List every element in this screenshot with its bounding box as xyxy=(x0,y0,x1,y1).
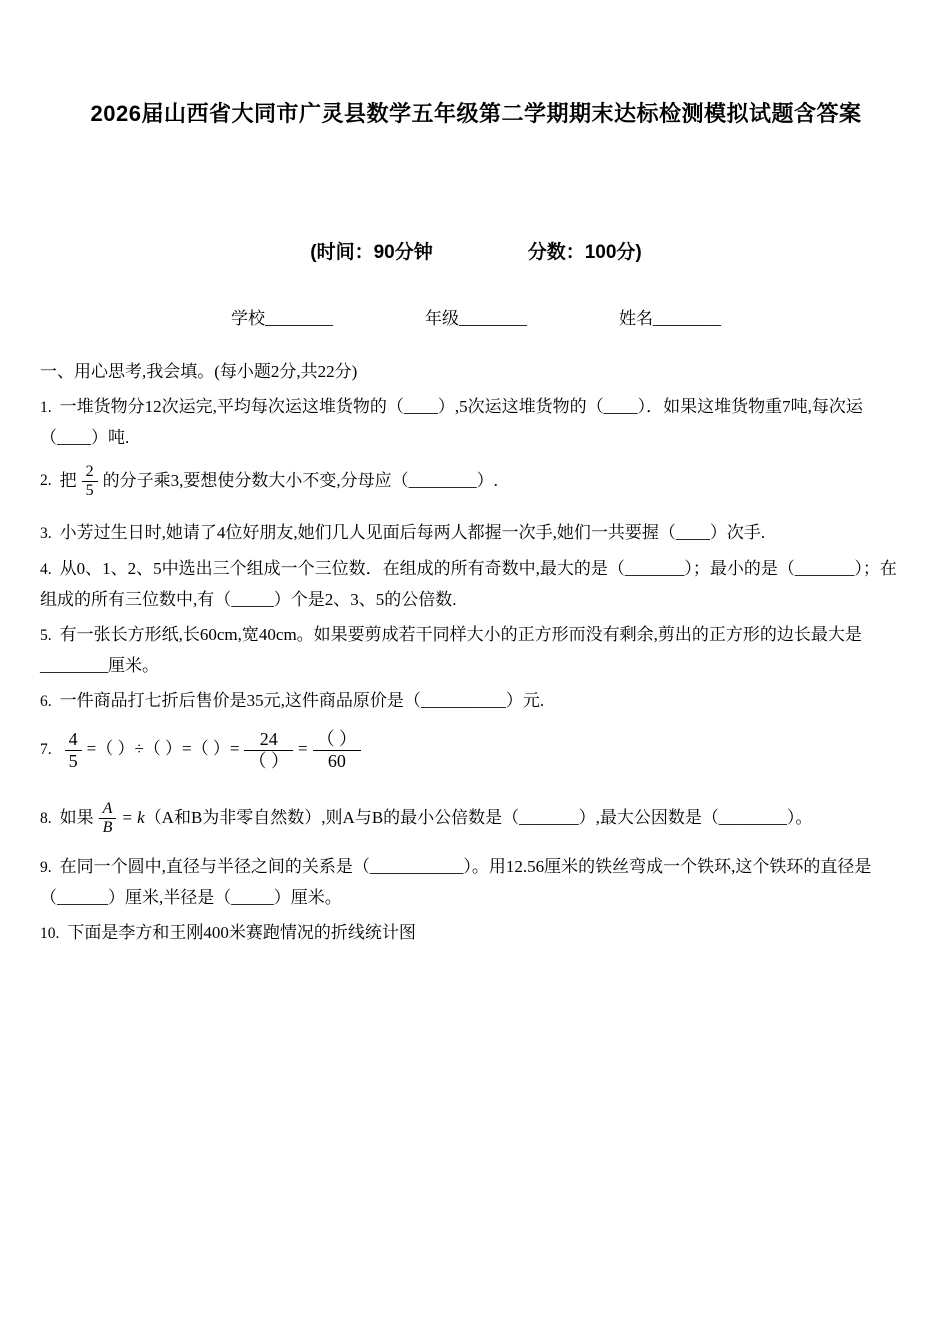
question-number: 6. xyxy=(40,693,52,711)
question-number: 10. xyxy=(40,924,60,942)
name-field: 姓名________ xyxy=(619,308,721,328)
student-fields xyxy=(40,304,912,329)
question-number: 2. xyxy=(40,472,52,490)
question-text: 在同一个圆中,直径与半径之间的关系是（___________）。用12.56厘米的铁丝弯成一个铁环,这个铁环的直径是（______）厘米,半径是（_____）厘米。 xyxy=(40,856,872,907)
question-text: 有一张长方形纸,长60cm,宽40cm。如果要剪成若干同样大小的正方形而没有剩余,剪出的正方形的边长最大是________厘米。 xyxy=(40,625,862,676)
question-3 xyxy=(40,518,912,549)
question-7 xyxy=(40,729,912,771)
question-text: =（ ）÷（ ）=（ ）= xyxy=(86,739,240,759)
fraction-blank-60 xyxy=(313,729,362,771)
question-number: 3. xyxy=(40,525,52,543)
fraction-numerator: （ ） xyxy=(313,729,362,751)
question-text: 一件商品打七折后售价是35元,这件商品原价是（__________）元. xyxy=(59,691,545,711)
time-label: (时间：90分钟 xyxy=(310,241,433,263)
question-number: 5. xyxy=(40,627,52,645)
school-field: 学校________ xyxy=(231,308,333,328)
question-text: 如果 xyxy=(59,807,94,827)
question-1 xyxy=(40,392,912,453)
question-number: 4. xyxy=(40,561,52,579)
question-text: （A和B为非零自然数）,则A与B的最小公倍数是（_______）,最大公因数是（________）。 xyxy=(144,807,813,827)
equals-sign: = xyxy=(297,739,308,759)
question-8 xyxy=(40,800,912,838)
question-number: 9. xyxy=(40,858,52,876)
question-text: 一堆货物分12次运完,平均每次运这堆货物的（____）,5次运这堆货物的（____）．如果这堆货物重7吨,每次运（____）吨. xyxy=(40,396,863,447)
equals-k: = k xyxy=(121,807,145,827)
question-text: 把 xyxy=(59,470,77,490)
time-score-line xyxy=(40,237,912,264)
question-5 xyxy=(40,620,912,681)
question-text: 的分子乘3,要想使分数大小不变,分母应（________）. xyxy=(102,470,498,490)
fraction-denominator: 60 xyxy=(327,751,346,772)
question-text: 下面是李方和王刚400米赛跑情况的折线统计图 xyxy=(67,922,416,942)
question-9 xyxy=(40,852,912,913)
question-10 xyxy=(40,918,912,949)
question-2 xyxy=(40,463,912,501)
fraction-numerator: A xyxy=(99,800,117,819)
page-title: 2026届山西省大同市广灵县数学五年级第二学期期末达标检测模拟试题含答案 xyxy=(90,101,862,126)
fraction-numerator: 4 xyxy=(65,729,82,751)
fraction-denominator: 5 xyxy=(85,481,94,499)
fraction-denominator: 5 xyxy=(68,751,78,772)
fraction-numerator: 2 xyxy=(82,463,98,482)
score-label: 分数：100分) xyxy=(527,241,642,263)
question-number: 7. xyxy=(40,741,52,759)
question-6 xyxy=(40,686,912,717)
fraction-2-5 xyxy=(82,463,98,501)
fraction-24-blank xyxy=(244,729,293,771)
question-4 xyxy=(40,554,912,615)
question-text: 从0、1、2、5中选出三个组成一个三位数．在组成的所有奇数中,最大的是（_______）；最小的是（_______）；在组成的所有三位数中,有（_____）个是2、3、5的公倍数. xyxy=(40,559,897,610)
fraction-a-b xyxy=(99,800,117,838)
fraction-denominator: B xyxy=(102,819,113,837)
fraction-denominator: （ ） xyxy=(248,751,289,772)
fraction-4-5 xyxy=(65,729,82,771)
question-number: 1. xyxy=(40,398,52,416)
grade-field: 年级________ xyxy=(425,308,527,328)
question-text: 小芳过生日时,她请了4位好朋友,她们几人见面后每两人都握一次手,她们一共要握（____）次手. xyxy=(59,523,766,543)
fraction-numerator: 24 xyxy=(244,729,293,751)
section-1-heading: 一、用心思考,我会填。(每小题2分,共22分) xyxy=(40,361,358,381)
question-number: 8. xyxy=(40,809,52,827)
